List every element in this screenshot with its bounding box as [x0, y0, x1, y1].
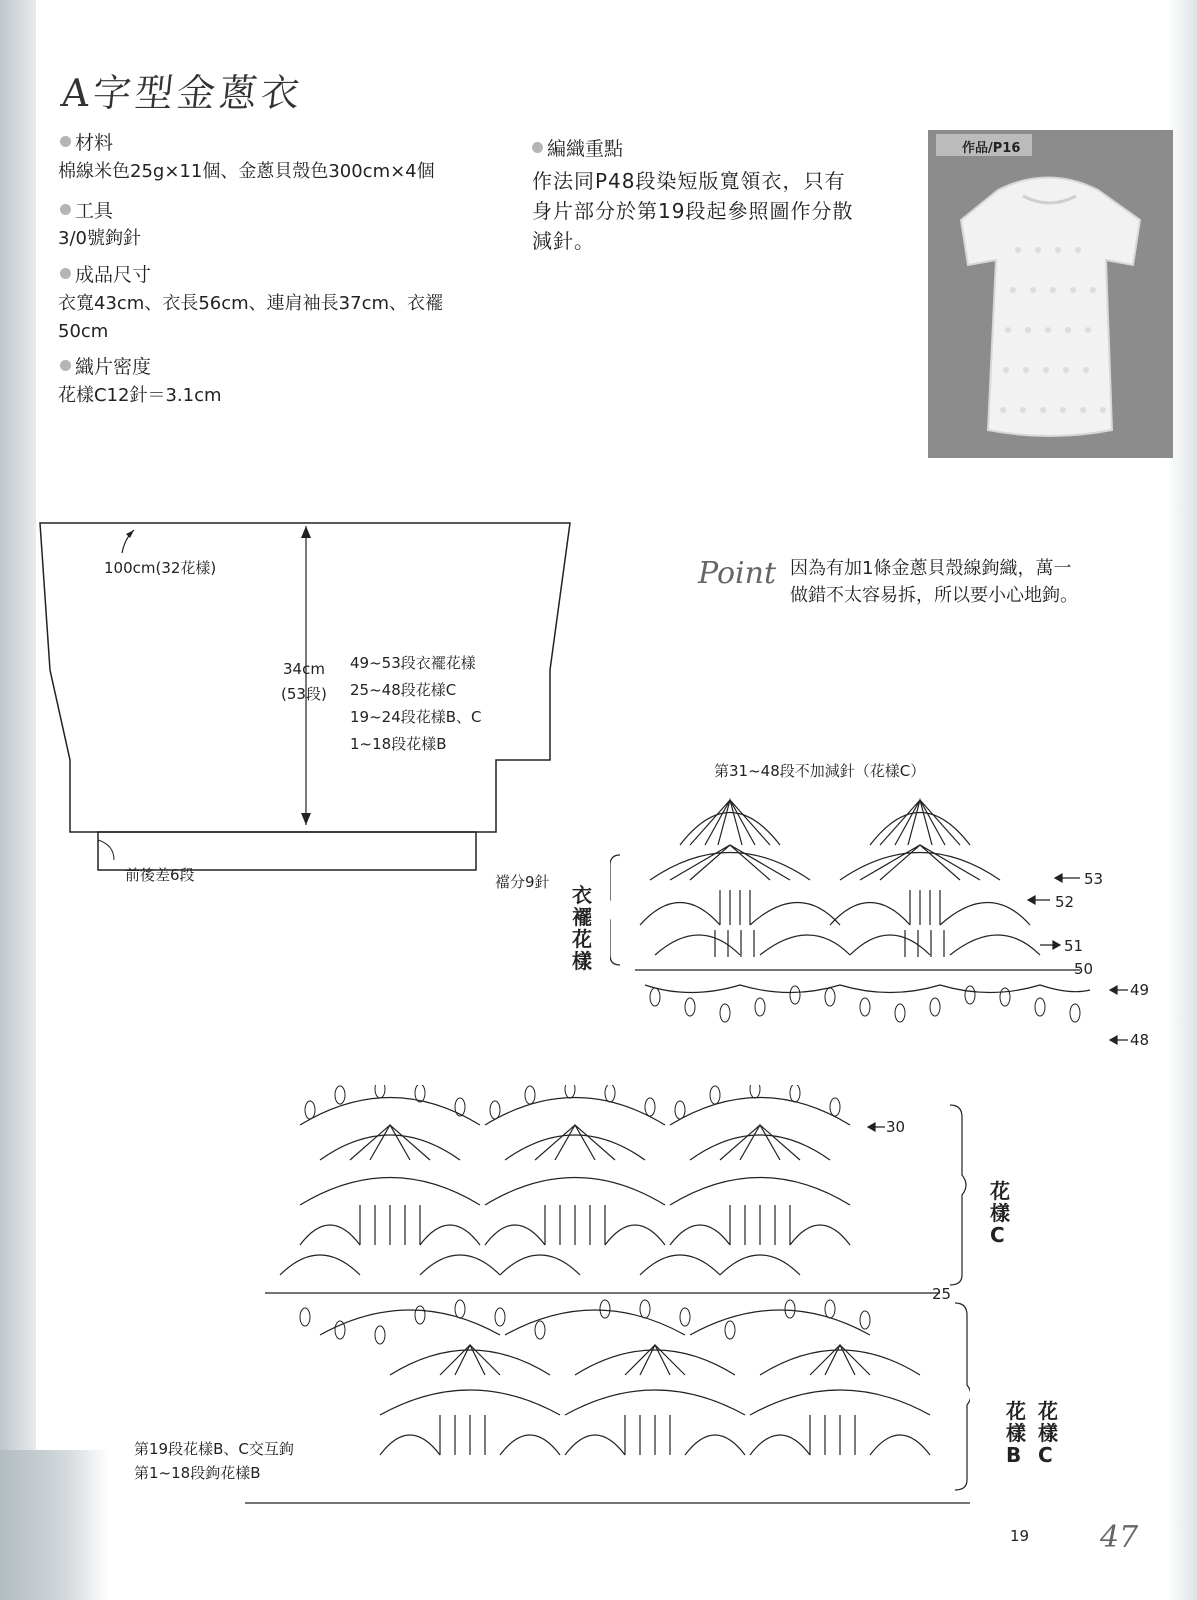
top-chart-title: 第31~48段不加減針（花樣C） — [714, 762, 926, 780]
garment-image — [928, 130, 1173, 458]
size-heading — [60, 260, 151, 287]
legend-item: 1~18段花樣B — [350, 735, 447, 753]
pattern-c-label: 花樣C — [990, 1179, 1010, 1247]
materials-heading-text: 材料 — [75, 132, 114, 154]
key-points-heading — [532, 134, 623, 161]
row-number: 51 — [1064, 937, 1084, 955]
height-arrow-bottom — [301, 813, 311, 825]
gauge-heading-text: 織片密度 — [75, 356, 152, 378]
pattern-note-1: 第19段花樣B、C交互鉤 — [134, 1440, 294, 1458]
bullet-icon — [60, 204, 71, 215]
legend-item: 19~24段花樣B、C — [350, 708, 482, 726]
row-number: 53 — [1084, 870, 1104, 888]
tools-heading-text: 工具 — [75, 200, 114, 222]
schematic-legend — [350, 650, 482, 758]
pattern-c2-label: 花樣C — [1038, 1399, 1058, 1467]
key-points-line-2: 身片部分於第19段起參照圖作分散 — [532, 199, 854, 223]
hem-pattern-label: 衣襬花樣 — [572, 883, 592, 973]
point-note-line-2: 做錯不太容易拆，所以要小心地鉤。 — [790, 585, 1078, 606]
height-label: 34cm — [283, 660, 325, 678]
page-title: A字型金蔥衣 — [59, 71, 306, 115]
bullet-icon — [60, 360, 71, 371]
size-line-1: 衣寬43cm、衣長56cm、連肩袖長37cm、衣襬 — [58, 293, 444, 314]
key-points-body — [532, 166, 853, 256]
page-number: 47 — [1100, 1520, 1139, 1555]
diff-pointer — [98, 840, 114, 860]
row-number-25: 25 — [932, 1285, 952, 1303]
row-number: 52 — [1055, 893, 1075, 911]
scan-edge-left-bottom — [0, 1450, 110, 1600]
row-number: 48 — [1130, 1031, 1150, 1049]
legend-item: 25~48段花樣C — [350, 681, 457, 699]
size-line-2: 50cm — [58, 321, 109, 342]
gusset-label: 襠分9針 — [495, 873, 550, 891]
bullet-icon — [532, 142, 543, 153]
point-note-line-1: 因為有加1條金蔥貝殼線鉤織，萬一 — [790, 558, 1072, 579]
gauge-heading — [60, 352, 151, 379]
pattern-notes — [134, 1437, 294, 1485]
height-arrow-top — [301, 526, 311, 538]
key-points-line-3: 減針。 — [532, 229, 595, 253]
hem-stitch-chart — [610, 785, 1170, 1055]
bullet-icon — [60, 268, 71, 279]
diff-label: 前後差6段 — [125, 866, 195, 884]
product-photo — [928, 130, 1173, 458]
row-number-30: 30 — [886, 1118, 906, 1136]
pattern-bc-stitch-chart — [240, 1085, 970, 1545]
point-note — [790, 555, 1078, 609]
pattern-b-label: 花樣B — [1006, 1399, 1026, 1467]
point-word: Point — [698, 556, 777, 591]
tools-text: 3/0號鉤針 — [58, 228, 141, 249]
key-points-heading-text: 編織重點 — [547, 138, 624, 160]
rows-label: (53段) — [281, 685, 327, 703]
gauge-text: 花樣C12針＝3.1cm — [58, 385, 222, 406]
key-points-line-1: 作法同P48段染短版寬領衣，只有 — [532, 169, 846, 193]
row-number-19: 19 — [1010, 1527, 1030, 1545]
legend-item: 49~53段衣襬花樣 — [350, 654, 476, 672]
tools-heading — [60, 196, 113, 223]
width-label: 100cm(32花樣) — [104, 559, 217, 577]
size-heading-text: 成品尺寸 — [75, 264, 152, 286]
photo-label: 作品/P16 — [962, 141, 1021, 156]
row-number: 49 — [1130, 981, 1150, 999]
materials-text: 棉線米色25g×11個、金蔥貝殼色300cm×4個 — [58, 161, 435, 182]
row-number: 50 — [1074, 960, 1094, 978]
bullet-icon — [60, 136, 71, 147]
materials-heading — [60, 128, 113, 155]
pattern-note-2: 第1~18段鉤花樣B — [134, 1464, 261, 1482]
